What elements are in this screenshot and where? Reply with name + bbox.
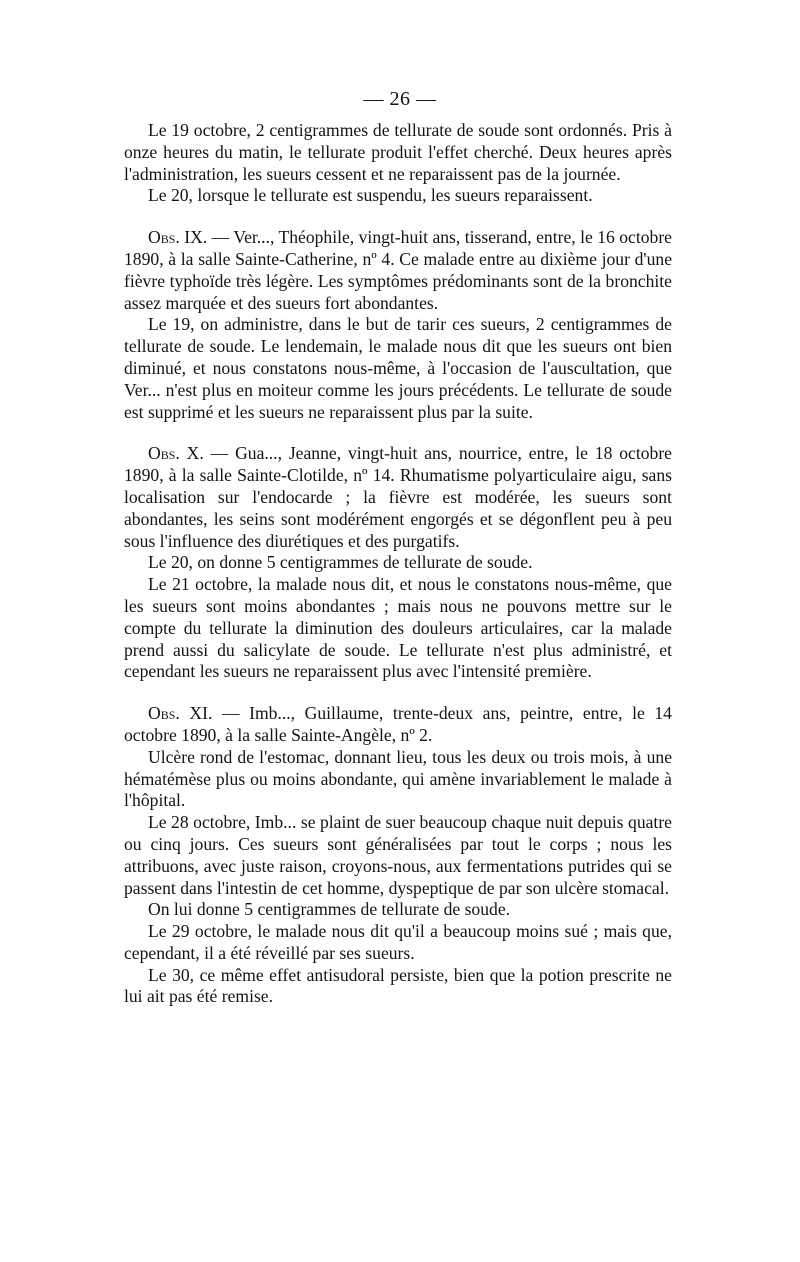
paragraph-text: Le 29 octobre, le malade nous dit qu'il a beaucoup moins sué ; mais que, cependant, il a été réveillé par ses sueurs. <box>124 921 672 963</box>
paragraph <box>124 899 672 921</box>
paragraph-text: Le 21 octobre, la malade nous dit, et nous le constatons nous-même, que les sueurs sont moins abondantes ; mais nous ne pouvons mettre sur le compte du tellurate la diminution des douleurs articulaires, car la malade prend aussi du salicylate de soude. Le tellurate n'est plus administré, et cependant les sueurs ne reparaissent plus avec l'intensité première. <box>124 574 672 682</box>
paragraph-text: Ulcère rond de l'estomac, donnant lieu, tous les deux ou trois mois, à une hématémèse plus ou moins abondante, qui amène invariablement le malade à l'hôpital. <box>124 746 672 811</box>
observation-paragraph <box>124 443 672 552</box>
paragraph <box>124 747 672 812</box>
paragraph <box>124 552 672 574</box>
paragraph-text: — Imb..., Guillaume, trente-deux ans, peintre, entre, le 14 octobre 1890, à la salle Sainte-Angèle, nº 2. <box>124 703 672 745</box>
paragraph <box>124 921 672 965</box>
observation-paragraph <box>124 227 672 314</box>
page-number: — 26 — <box>363 88 437 110</box>
observation-label: Obs. XI. <box>148 703 213 724</box>
paragraph-text: On lui donne 5 centigrammes de tellurate de soude. <box>148 899 511 920</box>
observation-label: Obs. X. <box>148 443 204 464</box>
paragraph <box>124 314 672 423</box>
paragraph-text: Le 19 octobre, 2 centigrammes de tellurate de soude sont ordonnés. Pris à onze heures du matin, le tellurate produit l'effet cherché. Deux heures après l'administration, les sueurs cessent et ne reparaissent pas de la journée. <box>124 120 672 184</box>
paragraph-text: Le 19, on administre, dans le but de tarir ces sueurs, 2 centigrammes de tellurate de soude. Le lendemain, le malade nous dit que les sueurs ont bien diminué, et nous constatons nous-même, à l'occasion de l'auscultation, que Ver... n'est plus en moiteur comme les jours précédents. Le tellurate de soude est supprimé et les sueurs ne reparaissent plus par la suite. <box>124 314 672 422</box>
paragraph <box>124 812 672 899</box>
paragraph <box>124 120 672 185</box>
observation-label: Obs. IX. <box>148 227 208 248</box>
paragraph-text: Le 28 octobre, Imb... se plaint de suer beaucoup chaque nuit depuis quatre ou cinq jours. Ces sueurs sont généralisées par tout le corps ; nous les attribuons, avec juste raison, croyons-nous, aux fermentations putrides qui se passent dans l'intestin de cet homme, dyspeptique de par son ulcère stomacal. <box>124 812 672 898</box>
paragraph <box>124 185 672 207</box>
paragraph-text: Le 30, ce même effet antisudoral persiste, bien que la potion prescrite ne lui ait pas été remise. <box>124 964 672 1007</box>
paragraph <box>124 574 672 683</box>
paragraph-text: Le 20, on donne 5 centigrammes de tellurate de soude. <box>148 552 533 573</box>
body-text <box>124 120 672 1008</box>
observation-paragraph <box>124 703 672 747</box>
paragraph-text: Le 20, lorsque le tellurate est suspendu, les sueurs reparaissent. <box>148 185 593 206</box>
paragraph-text: — Ver..., Théophile, vingt-huit ans, tisserand, entre, le 16 octobre 1890, à la salle Sainte-Catherine, nº 4. Ce malade entre au dixième jour d'une fièvre typhoïde très légère. Les symptômes prédominants sont de la bronchite assez marquée et des sueurs fort abondantes. <box>124 227 672 313</box>
paragraph-text: — Gua..., Jeanne, vingt-huit ans, nourrice, entre, le 18 octobre 1890, à la salle Sainte-Clotilde, nº 14. Rhumatisme polyarticulaire aigu, sans localisation sur l'endocarde ; la fièvre est modérée, les sueurs sont abondantes, les seins sont modérément engorgés et se dégonflent peu à peu sous l'influence des diurétiques et des purgatifs. <box>124 443 672 551</box>
paragraph <box>124 965 672 1009</box>
